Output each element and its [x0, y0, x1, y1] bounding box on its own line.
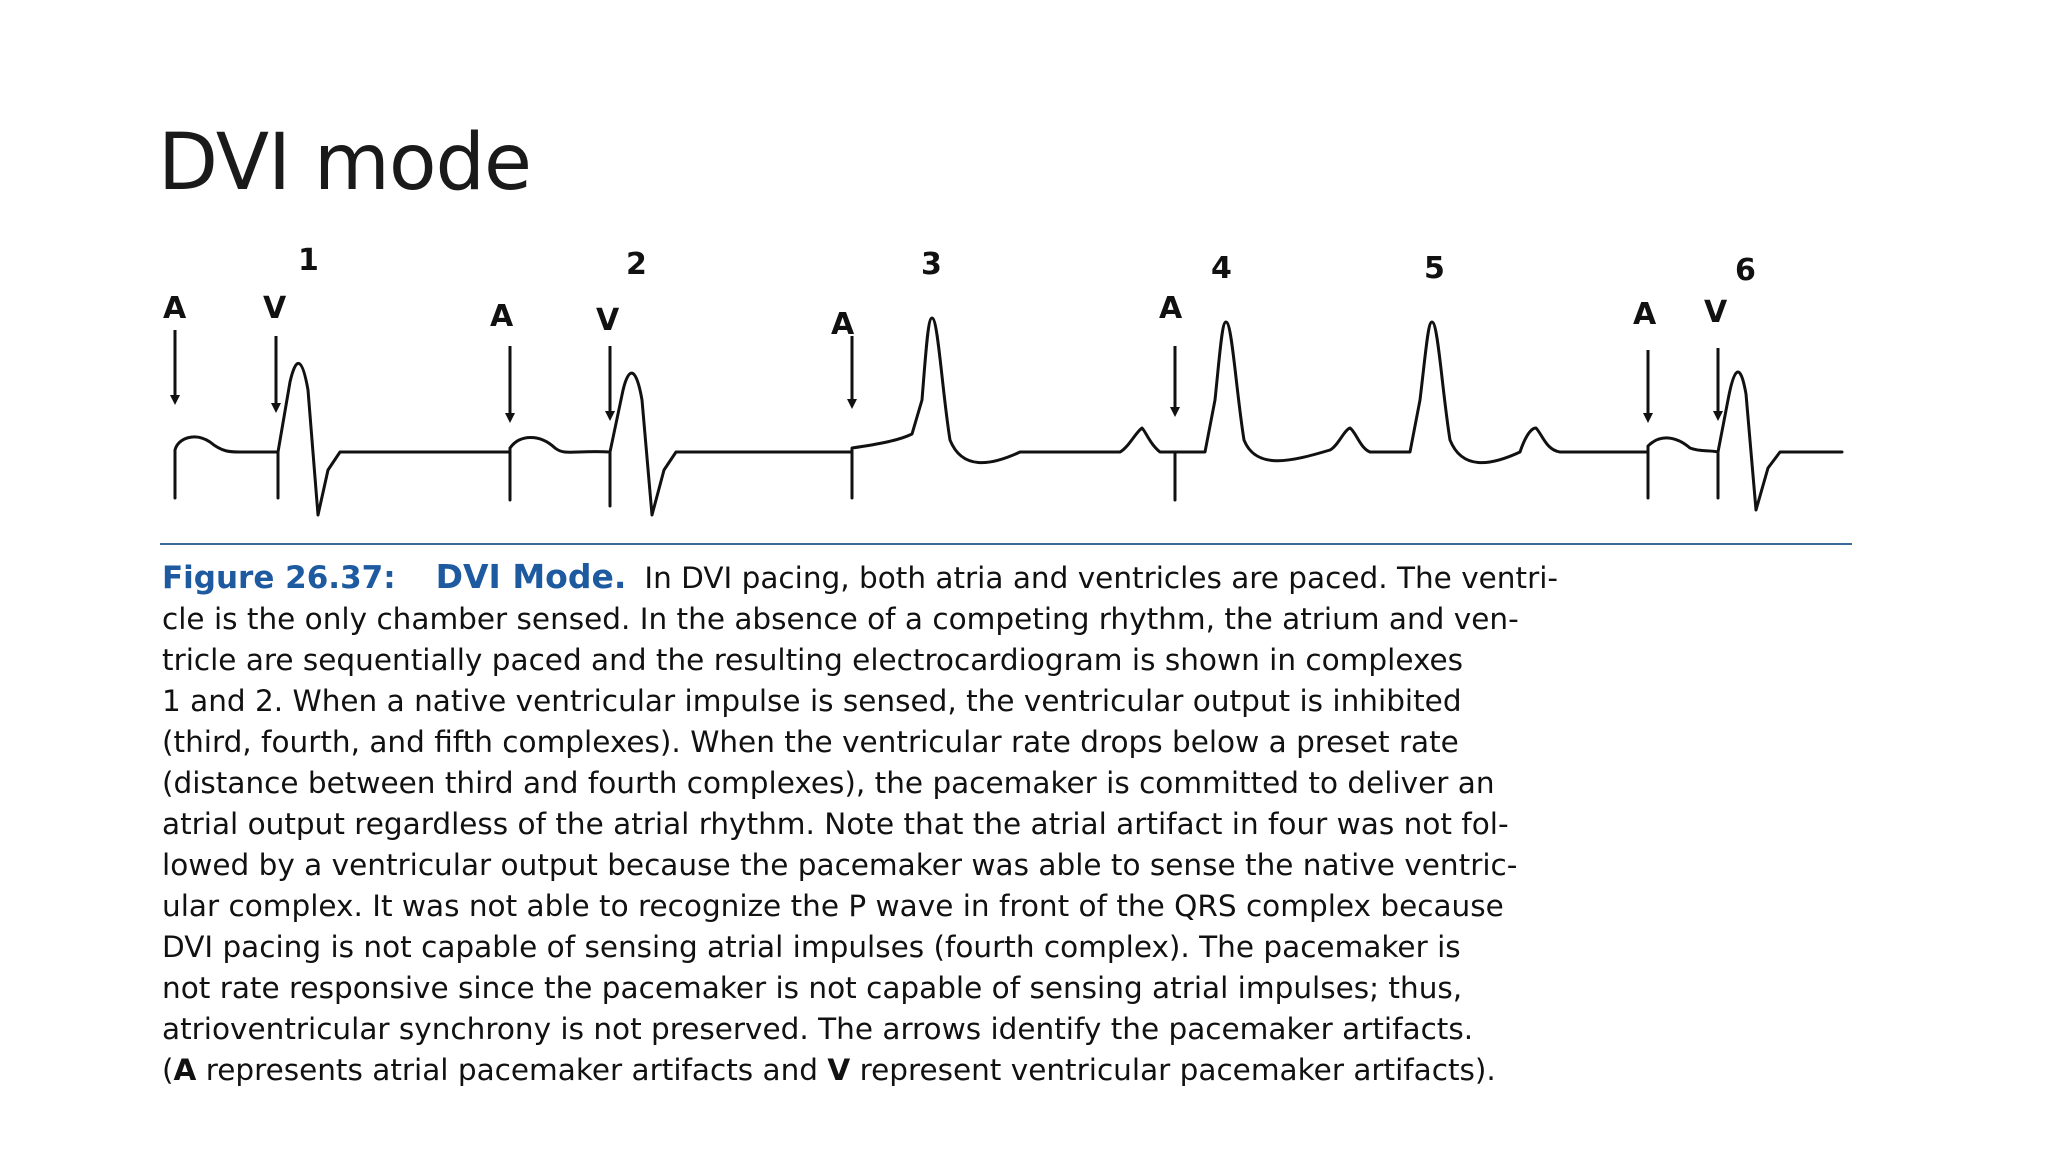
caption-line: [162, 556, 1862, 599]
caption-line: not rate responsive since the pacemaker is not capable of sensing atrial impulses; thus,: [162, 971, 1463, 1005]
caption-line: lowed by a ventricular output because the pacemaker was able to sense the native ventric-: [162, 848, 1518, 882]
caption-line: cle is the only chamber sensed. In the absence of a competing rhythm, the atrium and ven-: [162, 602, 1519, 636]
caption-text: In DVI pacing, both atria and ventricles are paced. The ventri-: [644, 561, 1559, 595]
figure-caption: [162, 556, 1862, 1091]
caption-text: represent ventricular pacemaker artifacts).: [850, 1053, 1496, 1087]
artifact-label-atrial: A: [1159, 291, 1183, 326]
complex-number: 3: [921, 247, 942, 282]
artifact-label-atrial: A: [490, 299, 514, 334]
caption-text: represents atrial pacemaker artifacts and: [196, 1053, 828, 1087]
complex-number: 6: [1735, 253, 1756, 288]
artifact-label-ventricular: V: [596, 303, 620, 338]
artifact-label-atrial: A: [163, 291, 187, 326]
artifact-labels: [163, 291, 1728, 342]
complex-number: 1: [298, 243, 319, 278]
caption-line: (third, fourth, and fifth complexes). When the ventricular rate drops below a preset rate: [162, 725, 1459, 759]
complex-number: 5: [1424, 251, 1445, 286]
artifact-label-ventricular: V: [263, 291, 287, 326]
artifact-label-atrial: A: [1633, 297, 1657, 332]
complex-number-labels: [298, 243, 1756, 288]
caption-line: ular complex. It was not able to recognize the P wave in front of the QRS complex because: [162, 889, 1504, 923]
caption-line: 1 and 2. When a native ventricular impulse is sensed, the ventricular output is inhibited: [162, 684, 1462, 718]
caption-line: DVI pacing is not capable of sensing atrial impulses (fourth complex). The pacemaker is: [162, 930, 1461, 964]
caption-bold-a: A: [173, 1053, 197, 1087]
artifact-label-atrial: A: [831, 307, 855, 342]
caption-line: atrial output regardless of the atrial rhythm. Note that the atrial artifact in four was not fol-: [162, 807, 1509, 841]
caption-line: tricle are sequentially paced and the resulting electrocardiogram is shown in complexes: [162, 643, 1464, 677]
complex-number: 4: [1211, 251, 1232, 286]
caption-line: [162, 1050, 1862, 1091]
caption-divider: [160, 543, 1852, 545]
ecg-trace: [175, 318, 1842, 515]
complex-number: 2: [626, 247, 647, 282]
artifact-label-ventricular: V: [1704, 295, 1728, 330]
caption-line: atrioventricular synchrony is not preserved. The arrows identify the pacemaker artifacts.: [162, 1012, 1474, 1046]
slide-title: DVI mode: [158, 118, 532, 208]
figure-label: Figure 26.37:: [162, 560, 396, 596]
caption-bold-v: V: [827, 1053, 851, 1087]
caption-text: (: [162, 1053, 174, 1087]
caption-line: (distance between third and fourth complexes), the pacemaker is committed to deliver an: [162, 766, 1495, 800]
ecg-diagram: [0, 0, 2048, 560]
figure-title: DVI Mode.: [435, 557, 627, 596]
